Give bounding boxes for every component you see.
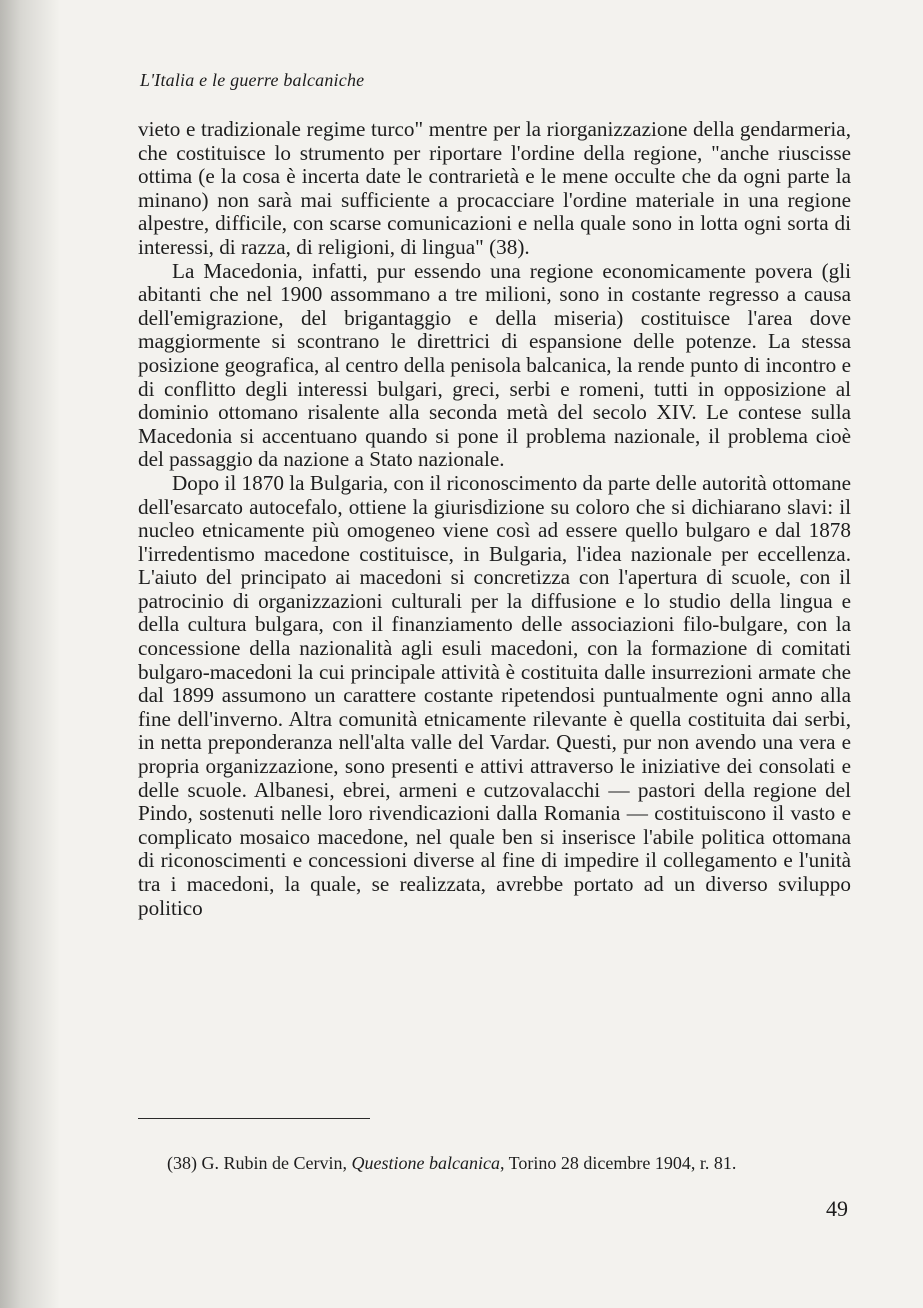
paragraph-continued: vieto e tradizionale regime turco" mentre per la riorganizzazione della gendarmeria, che costituisce lo strumento per riportare l'ordine della regione, "anche riuscisse ottima (e la cosa è incerta date le contrarietà e le mene occulte che da ogni parte la minano) non sarà mai sufficiente a procacciare l'ordine materiale in una regione alpestre, difficile, con scarse comunicazioni e nella quale sono in lotta ogni sorta di interessi, di razza, di religioni, di lingua" (38). [138, 117, 851, 259]
footnote-38 [167, 1152, 867, 1174]
footnote-title: Questione balcanica [351, 1153, 500, 1173]
paragraph-bulgaria: Dopo il 1870 la Bulgaria, con il riconoscimento da parte delle autorità ottomane dell'esarcato autocefalo, ottiene la giurisdizione su coloro che si dichiarano slavi: il nucleo etnicamente più omogeneo viene così ad essere quello bulgaro e dal 1878 l'irredentismo macedone costituisce, in Bulgaria, l'idea nazionale per eccellenza. L'aiuto del principato ai macedoni si concretizza con l'apertura di scuole, con il patrocinio di organizzazioni culturali per la diffusione e lo studio della lingua e della cultura bulgara, con il finanziamento delle associazioni filo-bulgare, con la concessione della nazionalità agli esuli macedoni, con la formazione di comitati bulgaro-macedoni la cui principale attività è costituita dalle insurrezioni armate che dal 1899 assumono un carattere costante ripetendosi puntualmente ogni anno alla fine dell'inverno. Altra comunità etnicamente rilevante è quella costituita dai serbi, in netta preponderanza nell'alta valle del Vardar. Questi, pur non avendo una vera e propria organizzazione, sono presenti e attivi attraverso le iniziative dei consolati e delle scuole. Albanesi, ebrei, armeni e cutzovalacchi — pastori della regione del Pindo, sostenuti nelle loro rivendicazioni dalla Romania — costituiscono il vasto e complicato mosaico macedone, nel quale ben si inserisce l'abile politica ottomana di riconoscimenti e concessioni diverse al fine di impedire il collegamento e l'unità tra i macedoni, la quale, se realizzata, avrebbe portato ad un diverso sviluppo politico [138, 470, 851, 920]
body-text [138, 118, 851, 920]
running-head: L'Italia e le guerre balcaniche [140, 70, 365, 90]
page-number: 49 [826, 1196, 848, 1221]
footnote-prefix: (38) G. Rubin de Cervin, [167, 1153, 352, 1173]
paragraph-macedonia: La Macedonia, infatti, pur essendo una regione economicamente povera (gli abitanti che nel 1900 assommano a tre milioni, sono in costante regresso a causa dell'emigrazione, del brigantaggio e della miseria) costituisce l'area dove maggiormente si scontrano le direttrici di espansione delle potenze. La stessa posizione geografica, al centro della penisola balcanica, la rende punto di incontro e di conflitto degli interessi bulgari, greci, serbi e romeni, tutti in opposizione al dominio ottomano risalente alla seconda metà del secolo XIV. Le contese sulla Macedonia si accentuano quando si pone il problema nazionale, il problema cioè del passaggio da nazione a Stato nazionale. [138, 258, 851, 472]
footnote-rule [138, 1118, 370, 1119]
binding-shadow [0, 0, 60, 1308]
footnote-suffix: , Torino 28 dicembre 1904, r. 81. [499, 1153, 737, 1173]
